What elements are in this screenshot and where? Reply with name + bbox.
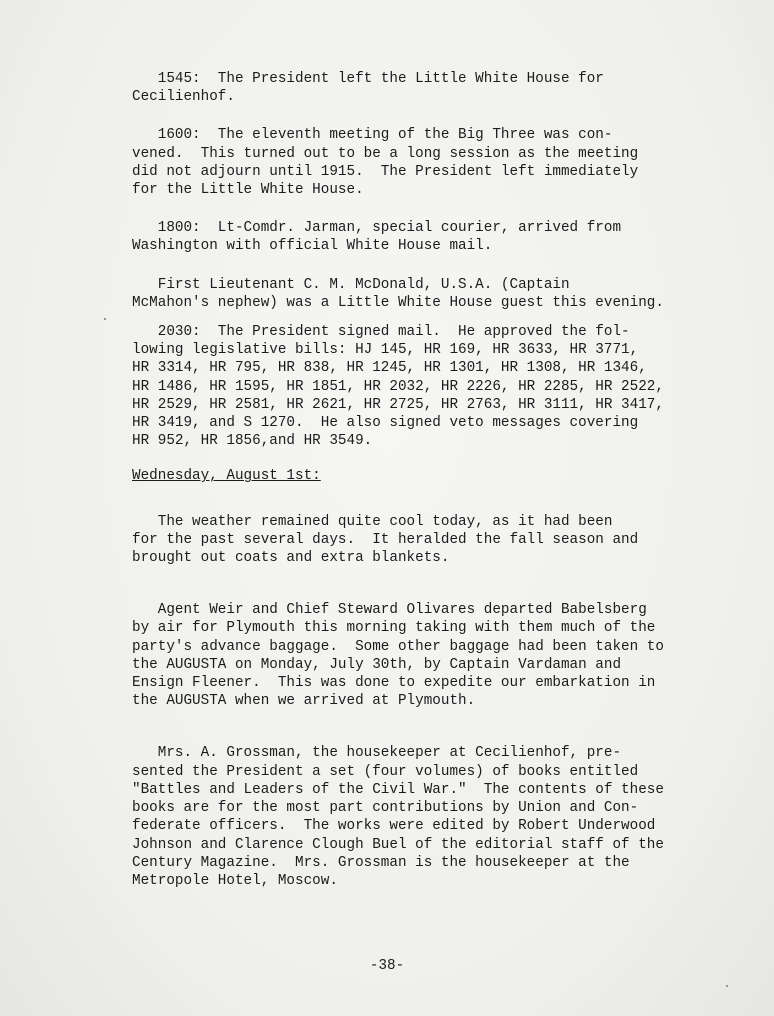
- page-number: -38-: [369, 958, 405, 974]
- paragraph-mcdonald: First Lieutenant C. M. McDonald, U.S.A. (Captain McMahon's nephew) was a Little White House guest this evening.: [132, 276, 664, 311]
- paragraph-2030: 2030: The President signed mail. He approved the fol- lowing legislative bills: HJ 145, HR 169, HR 3633, HR 3771, HR 3314, HR 795, HR 838, HR 1245, HR 1301, HR 1308, HR 1346, HR 1486, HR 1595, HR 1851, HR 2032, HR 2226, HR 2285, HR 2522, HR 2529, HR 2581, HR 2621, HR 2725, HR 2763, HR 3111, HR 3417, HR 3419, and S 1270. He also signed veto messages covering HR 952, HR 1856,and HR 3549.: [132, 324, 664, 450]
- paragraph-1600: 1600: The eleventh meeting of the Big Three was con- vened. This turned out to be a long session as the meeting did not adjourn until 1915. The President left immediately for the Little White House.: [132, 127, 639, 199]
- paper-speck: [104, 318, 106, 320]
- paper-speck: [726, 985, 728, 987]
- paragraph-baggage: Agent Weir and Chief Steward Olivares departed Babelsberg by air for Plymouth this morning taking with them much of the party's advance baggage. Some other baggage had been taken to the AUGUSTA on Monday, July 30th, by Captain Vardaman and Ensign Fleener. This was done to expedite our embarkation in the AUGUSTA when we arrived at Plymouth.: [132, 602, 664, 710]
- paragraph-1800: 1800: Lt-Comdr. Jarman, special courier, arrived from Washington with official White House mail.: [132, 220, 622, 255]
- paragraph-grossman: Mrs. A. Grossman, the housekeeper at Cecilienhof, pre- sented the President a set (four volumes) of books entitled "Battles and Leaders of the Civil War." The contents of these books are for the most part contributions by Union and Con- federate officers. The works were edited by Robert Underwood Johnson and Clarence Clough Buel of the editorial staff of the Century Magazine. Mrs. Grossman is the housekeeper at the Metropole Hotel, Moscow.: [132, 745, 664, 889]
- paragraph-1545: 1545: The President left the Little White House for Cecilienhof.: [132, 71, 604, 106]
- section-heading-wednesday: Wednesday, August 1st:: [132, 468, 321, 485]
- paragraph-weather: The weather remained quite cool today, as it had been for the past several days. It heralded the fall season and brought out coats and extra blankets.: [132, 513, 639, 567]
- document-body: [132, 70, 664, 890]
